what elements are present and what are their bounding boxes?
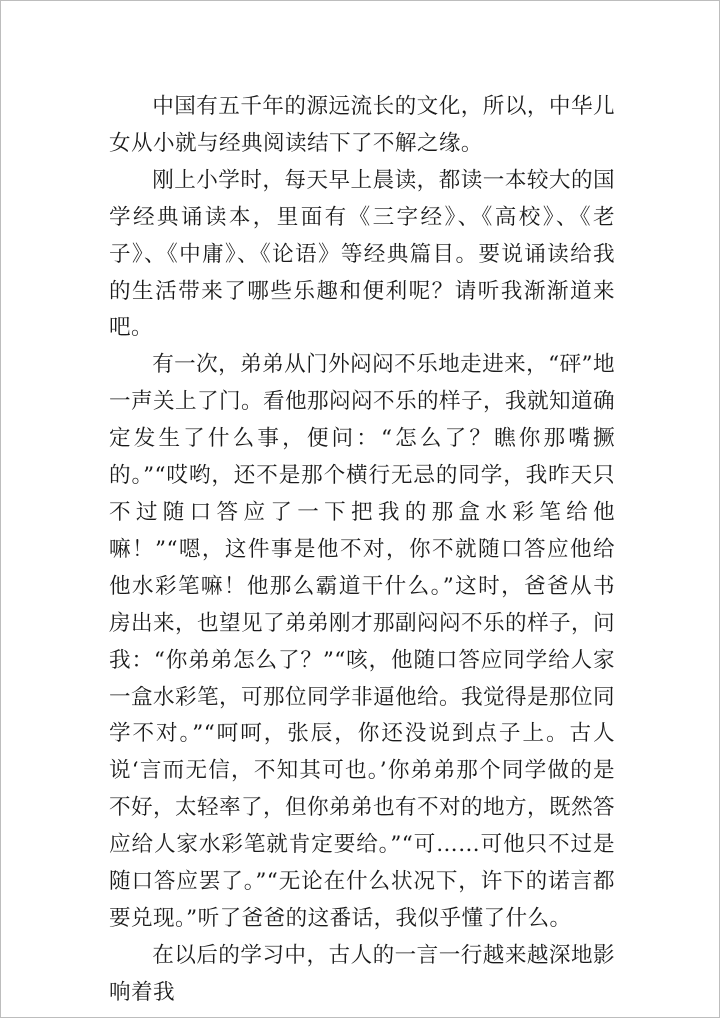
- paragraph-1: 中国有五千年的源远流长的文化，所以，中华儿女从小就与经典阅读结下了不解之缘。: [109, 94, 615, 156]
- paragraph-4: 在以后的学习中，古人的一言一行越来越深地影响着我: [109, 942, 615, 1005]
- paragraph-2: 刚上小学时，每天早上晨读，都读一本较大的国学经典诵读本，里面有《三字经》、《高校》、《老子》、《中庸》、《论语》等经典篇目。要说诵读给我的生活带来了哪些乐趣和便利呢？请听我渐渐道来吧。: [109, 167, 615, 341]
- paragraph-3: 有一次，弟弟从门外闷闷不乐地走进来，“砰”地一声关上了门。看他那闷闷不乐的样子，我就知道确定发生了什么事，便问：“怎么了？瞧你那嘴撅的。”“哎哟，还不是那个横行无忌的同学，我昨天只不过随口答应了一下把我的那盒水彩笔给他嘛！”“嗯，这件事是他不对，你不就随口答应他给他水彩笔嘛！他那么霸道干什么。”这时，爸爸从书房出来，也望见了弟弟刚才那副闷闷不乐的样子，问我：“你弟弟怎么了？”“咳，他随口答应同学给人家一盒水彩笔，可那位同学非逼他给。我觉得是那位同学不对。”“呵呵，张辰，你还没说到点子上。古人说‘言而无信，不知其可也。’你弟弟那个同学做的是不好，太轻率了，但你弟弟也有不对的地方，既然答应给人家水彩笔就肯定要给。”“可……可他只不过是随口答应罢了。”“无论在什么状况下，许下的诺言都要兑现。”听了爸爸的这番话，我似乎懂了什么。: [109, 352, 615, 931]
- document-body: [109, 89, 615, 1012]
